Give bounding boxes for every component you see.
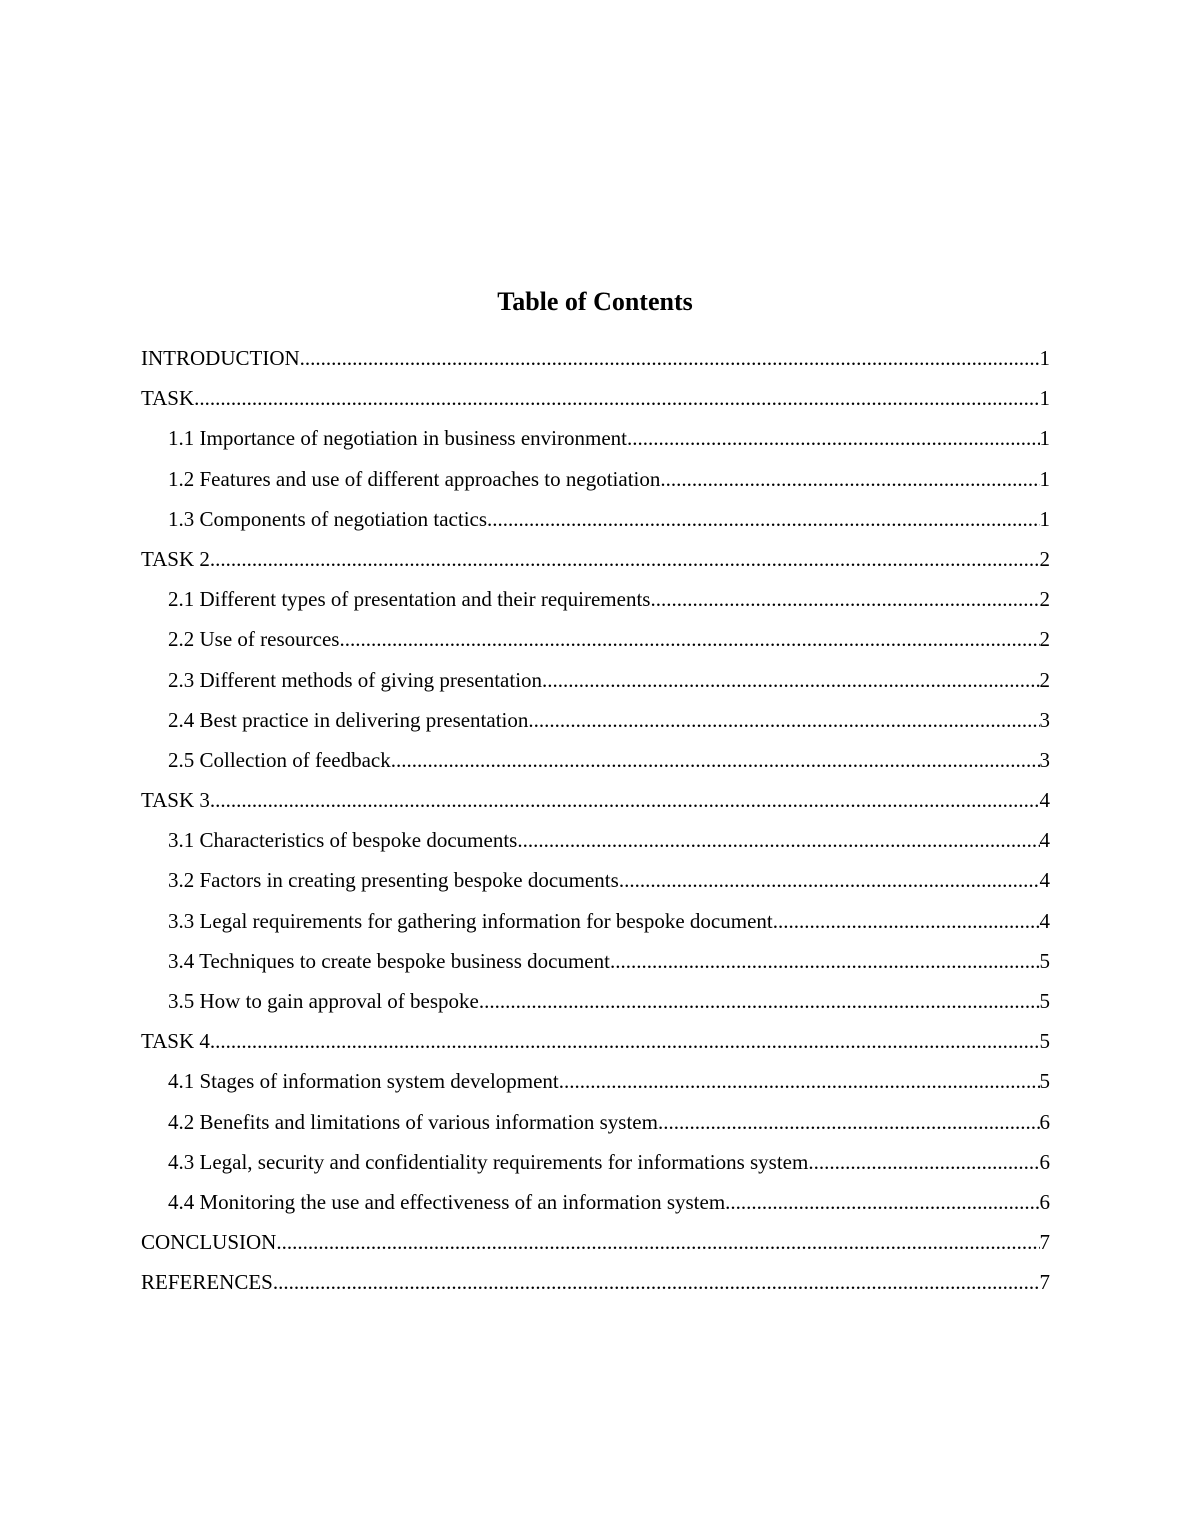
toc-entry-page-number: 4 (1039, 788, 1050, 813)
toc-entry-text: TASK 4 (141, 1029, 210, 1054)
toc-entry-text: TASK 3 (141, 788, 210, 813)
toc-dot-leader (210, 539, 1040, 579)
toc-dot-leader (194, 378, 1039, 418)
toc-entry-text: 4.4 Monitoring the use and effectiveness of an information system (168, 1189, 726, 1214)
toc-entry-page-number: 5 (1039, 1029, 1050, 1054)
toc-entry[interactable] (141, 1142, 1050, 1182)
toc-entry-text: 3.2 Factors in creating presenting bespoke documents (168, 868, 619, 893)
toc-entry-page-number: 1 (1039, 426, 1050, 451)
toc-entry-text: 3.3 Legal requirements for gathering information for bespoke document (168, 908, 773, 933)
toc-entry-page-number: 2 (1039, 546, 1050, 571)
toc-dot-leader (528, 700, 1039, 740)
toc-title: Table of Contents (497, 287, 693, 316)
toc-dot-leader (300, 338, 1040, 378)
toc-entry-page-number: 1 (1039, 346, 1050, 370)
toc-dot-leader (559, 1061, 1040, 1101)
toc-entry-text: 1.3 Components of negotiation tactics (168, 506, 488, 531)
toc-entry[interactable] (141, 378, 1050, 418)
toc-entry[interactable] (141, 1061, 1050, 1101)
toc-dot-leader (660, 459, 1039, 499)
toc-entry-page-number: 5 (1039, 1069, 1050, 1094)
toc-dot-leader (619, 860, 1040, 900)
toc-dot-leader (391, 740, 1040, 780)
toc-list (141, 338, 1050, 1303)
toc-entry-text: 1.2 Features and use of different approaches to negotiation (168, 466, 661, 491)
toc-dot-leader (658, 1102, 1040, 1142)
toc-entry[interactable] (141, 579, 1050, 619)
toc-entry-text: TASK (141, 386, 195, 411)
toc-dot-leader (542, 660, 1039, 700)
toc-entry-page-number: 3 (1039, 747, 1050, 772)
toc-dot-leader (627, 418, 1040, 458)
toc-entry-text: CONCLUSION (141, 1230, 277, 1255)
toc-entry-page-number: 5 (1039, 948, 1050, 973)
toc-entry[interactable] (141, 1182, 1050, 1222)
toc-dot-leader (210, 1021, 1040, 1061)
toc-entry-page-number: 1 (1039, 466, 1050, 491)
toc-entry-page-number: 7 (1039, 1270, 1050, 1295)
toc-dot-leader (210, 780, 1040, 820)
toc-dot-leader (610, 941, 1040, 981)
toc-entry[interactable] (141, 941, 1050, 981)
toc-entry-text: 2.3 Different methods of giving presentation (168, 667, 543, 692)
toc-entry-page-number: 6 (1039, 1109, 1050, 1134)
toc-entry-page-number: 7 (1039, 1230, 1050, 1255)
toc-dot-leader (479, 981, 1040, 1021)
toc-entry-text: 3.1 Characteristics of bespoke documents (168, 828, 518, 853)
toc-entry[interactable] (141, 860, 1050, 900)
toc-dot-leader (650, 579, 1039, 619)
toc-entry[interactable] (141, 338, 1050, 378)
toc-entry-page-number: 6 (1039, 1189, 1050, 1214)
toc-entry[interactable] (141, 901, 1050, 941)
toc-entry-text: 2.5 Collection of feedback (168, 747, 391, 772)
toc-entry-page-number: 6 (1039, 1149, 1050, 1174)
toc-entry[interactable] (141, 1262, 1050, 1302)
toc-entry-text: 4.3 Legal, security and confidentiality requirements for informations system (168, 1149, 809, 1174)
toc-entry-page-number: 2 (1039, 587, 1050, 612)
toc-entry[interactable] (141, 820, 1050, 860)
toc-entry-text: 2.1 Different types of presentation and their requirements (168, 587, 651, 612)
toc-entry[interactable] (141, 418, 1050, 458)
toc-entry[interactable] (141, 499, 1050, 539)
toc-entry[interactable] (141, 1021, 1050, 1061)
toc-entry[interactable] (141, 981, 1050, 1021)
toc-entry[interactable] (141, 1102, 1050, 1142)
toc-entry[interactable] (141, 619, 1050, 659)
toc-entry-page-number: 3 (1039, 707, 1050, 732)
toc-dot-leader (339, 619, 1039, 659)
toc-dot-leader (725, 1182, 1039, 1222)
toc-dot-leader (517, 820, 1039, 860)
toc-entry[interactable] (141, 780, 1050, 820)
toc-entry-text: 3.5 How to gain approval of bespoke (168, 989, 479, 1013)
toc-entry-page-number: 4 (1039, 908, 1050, 933)
toc-entry-text: TASK 2 (141, 546, 210, 571)
toc-entry-page-number: 1 (1039, 506, 1050, 531)
toc-entry[interactable] (141, 1222, 1050, 1262)
toc-entry-page-number: 2 (1039, 627, 1050, 652)
toc-entry-text: REFERENCES (141, 1270, 273, 1295)
toc-dot-leader (773, 901, 1040, 941)
toc-entry-text: 4.2 Benefits and limitations of various information system (168, 1109, 658, 1134)
toc-entry-page-number: 4 (1039, 828, 1050, 853)
toc-entry-text: 2.4 Best practice in delivering presentation (168, 707, 529, 732)
toc-entry-text: 2.2 Use of resources (168, 627, 340, 652)
toc-entry[interactable] (141, 459, 1050, 499)
toc-entry[interactable] (141, 660, 1050, 700)
toc-dot-leader (276, 1222, 1039, 1262)
toc-entry-text: INTRODUCTION (141, 346, 300, 370)
toc-entry-page-number: 5 (1039, 989, 1050, 1013)
toc-entry-page-number: 1 (1039, 386, 1050, 411)
toc-entry-text: 4.1 Stages of information system development (168, 1069, 559, 1094)
toc-dot-leader (273, 1262, 1040, 1302)
toc-dot-leader (487, 499, 1039, 539)
toc-entry-page-number: 2 (1039, 667, 1050, 692)
toc-entry[interactable] (141, 539, 1050, 579)
toc-entry-page-number: 4 (1039, 868, 1050, 893)
toc-entry-text: 1.1 Importance of negotiation in business environment (168, 426, 627, 451)
toc-dot-leader (808, 1142, 1039, 1182)
toc-entry[interactable] (141, 700, 1050, 740)
toc-entry-text: 3.4 Techniques to create bespoke business document (168, 948, 610, 973)
toc-entry[interactable] (141, 740, 1050, 780)
